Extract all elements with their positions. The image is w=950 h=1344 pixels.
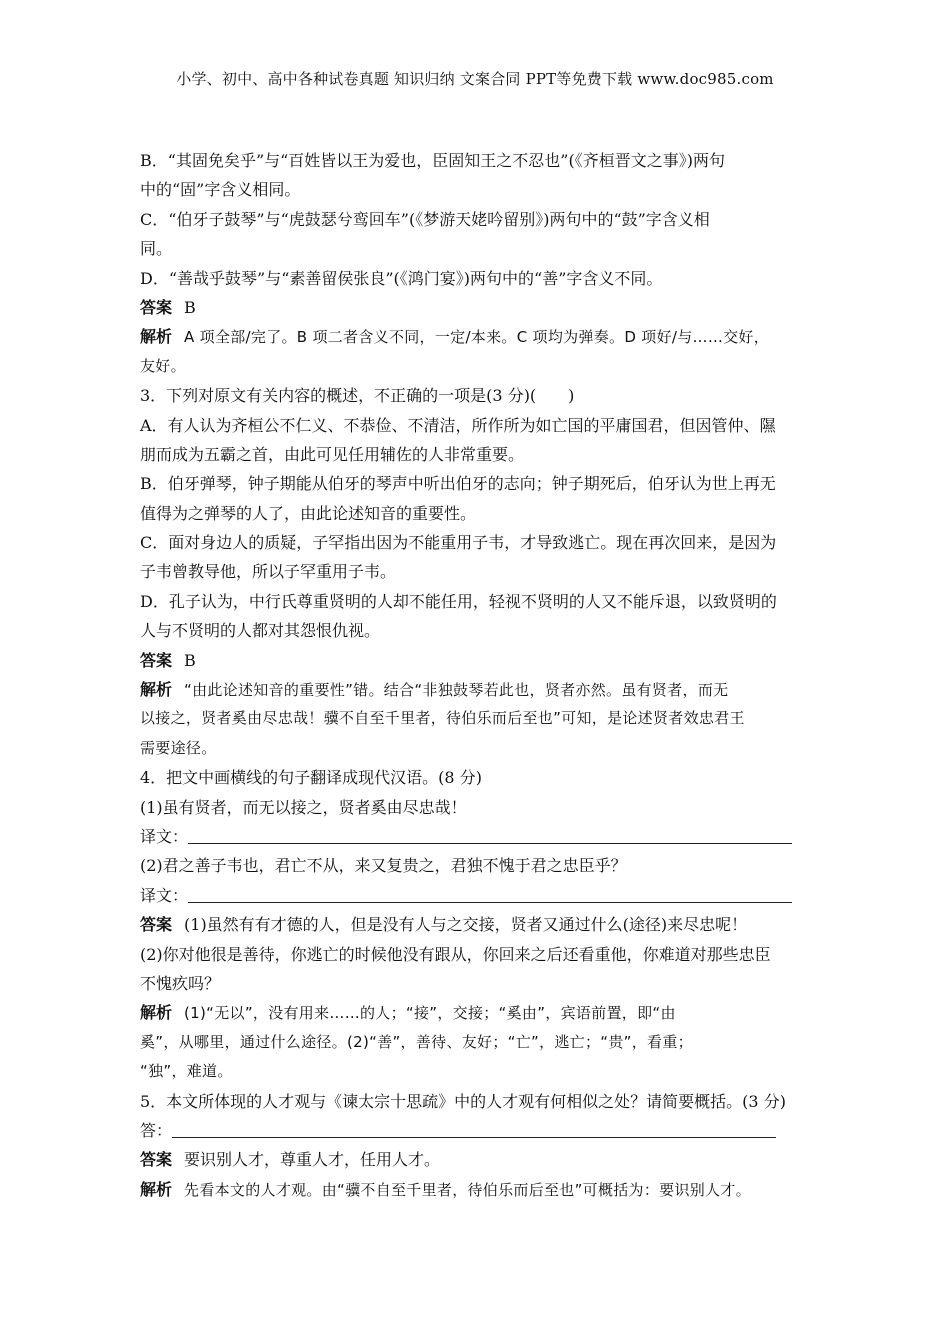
translation-label: 译文： [140,885,189,905]
analysis-label: 解析 [140,1003,173,1023]
answer-line-q2 [140,293,816,322]
analysis-line-q5 [140,1175,816,1204]
page-header: 小学、初中、高中各种试卷真题 知识归纳 文案合同 PPT等免费下载 www.doc985.com [176,70,774,88]
option-c-line: C．“伯牙子鼓琴”与“虎鼓瑟兮鸾回车”(《梦游天姥吟留别》)两句中的“鼓”字含义相 [140,209,710,229]
q3-option-b-line: B．伯牙弹琴，钟子期能从伯牙的琴声中听出伯牙的志向；钟子期死后，伯牙认为世上再无 [140,474,776,494]
answer-line-q4 [140,910,816,939]
analysis-text-cont: 以接之，贤者奚由尽忠哉！骥不自至千里者，待伯乐而后至也”可知，是论述贤者效忠君王 [140,709,745,728]
answer-line-q5 [140,1145,816,1174]
q3-option-b-line-cont: 值得为之弹琴的人了，由此论述知音的重要性。 [140,503,477,523]
answer-text: 要识别人才，尊重人才，任用人才。 [184,1150,441,1170]
analysis-label: 解析 [140,680,173,700]
answer-line-q3 [140,646,816,675]
q3-option-a-line-cont: 朋而成为五霸之首，由此可见任用辅佐的人非常重要。 [140,444,525,464]
analysis-label: 解析 [140,327,173,347]
question-4-title: 4．把文中画横线的句子翻译成现代汉语。(8 分) [140,768,482,788]
q3-option-d-line-cont: 人与不贤明的人都对其怨恨仇视。 [140,621,381,641]
answer-text-cont: 不愧疚吗？ [140,973,221,993]
question-5-title: 5．本文所体现的人才观与《谏太宗十思疏》中的人才观有何相似之处？请简要概括。(3 分) [140,1091,786,1111]
answer-label: 答案 [140,297,173,317]
answer-text: (1)虽然有有才德的人，但是没有人与之交接，贤者又通过什么(途径)来尽忠呢！ [184,915,748,935]
option-b-line: B．“其固免矣乎”与“百姓皆以王为爱也，臣固知王之不忍也”(《齐桓晋文之事》)两句 [140,151,725,170]
answer-text: B [184,297,196,317]
translation-line-2 [140,881,816,910]
option-b-line-cont: 中的“固”字含义相同。 [140,180,301,200]
q4-sentence-1: (1)虽有贤者，而无以接之，贤者奚由尽忠哉！ [140,797,467,817]
reply-label: 答： [140,1120,173,1140]
analysis-line-q4 [140,998,816,1027]
q3-option-d-line: D．孔子认为，中行氏尊重贤明的人却不能任用，轻视不贤明的人又不能斥退，以致贤明的 [140,591,777,611]
question-3-title: 3．下列对原文有关内容的概述，不正确的一项是(3 分)( ) [140,386,575,406]
translation-line-1 [140,822,816,851]
option-d-line: D．“善哉乎鼓琴”与“素善留侯张良”(《鸿门宴》)两句中的“善”字含义不同。 [140,268,663,288]
q3-option-c-line: C．面对身边人的质疑，子罕指出因为不能重用子韦，才导致逃亡。现在再次回来，是因为 [140,533,777,553]
q3-option-c-line-cont: 子韦曾教导他，所以子罕重用子韦。 [140,562,397,582]
answer-label: 答案 [140,915,173,935]
reply-line [140,1116,816,1145]
analysis-text-cont: 需要途径。 [140,738,217,757]
analysis-text: (1)“无以”，没有用来……的人；“接”，交接；“奚由”，宾语前置，即“由 [184,1004,676,1023]
analysis-label: 解析 [140,1179,173,1199]
analysis-line-q3 [140,675,816,704]
analysis-text-cont: 奚”，从哪里，通过什么途径。(2)“善”，善待、友好；“亡”，逃亡；“贵”，看重； [140,1032,693,1051]
analysis-text: 先看本文的人才观。由“骥不自至千里者，待伯乐而后至也”可概括为：要识别人才。 [184,1180,751,1199]
reply-blank[interactable] [172,1119,776,1138]
document-body [140,146,816,1204]
q4-sentence-2: (2)君之善子韦也，君亡不从，来又复贵之，君独不愧于君之忠臣乎？ [140,856,627,876]
answer-text-cont: (2)你对他很是善待，你逃亡的时候他没有跟从，你回来之后还看重他，你难道对那些忠臣 [140,944,771,964]
analysis-line-q2 [140,322,816,351]
answer-label: 答案 [140,1150,173,1170]
analysis-text: “由此论述知音的重要性”错。结合“非独鼓琴若此也，贤者亦然。虽有贤者，而无 [184,681,729,700]
translation-label: 译文： [140,826,189,846]
analysis-text-cont: 友好。 [140,356,186,375]
translation-blank-1[interactable] [188,825,792,844]
q3-option-a-line: A．有人认为齐桓公不仁义、不恭俭、不清洁，所作所为如亡国的平庸国君，但因管仲、隰 [140,415,776,435]
analysis-text: A 项全部/完了。B 项二者含义不同，一定/本来。C 项均为弹奏。D 项好/与……交好， [184,328,770,347]
answer-label: 答案 [140,650,173,670]
translation-blank-2[interactable] [188,884,792,903]
answer-text: B [184,650,196,670]
analysis-text-cont: “独”，难道。 [140,1062,233,1081]
option-c-line-cont: 同。 [140,239,173,259]
